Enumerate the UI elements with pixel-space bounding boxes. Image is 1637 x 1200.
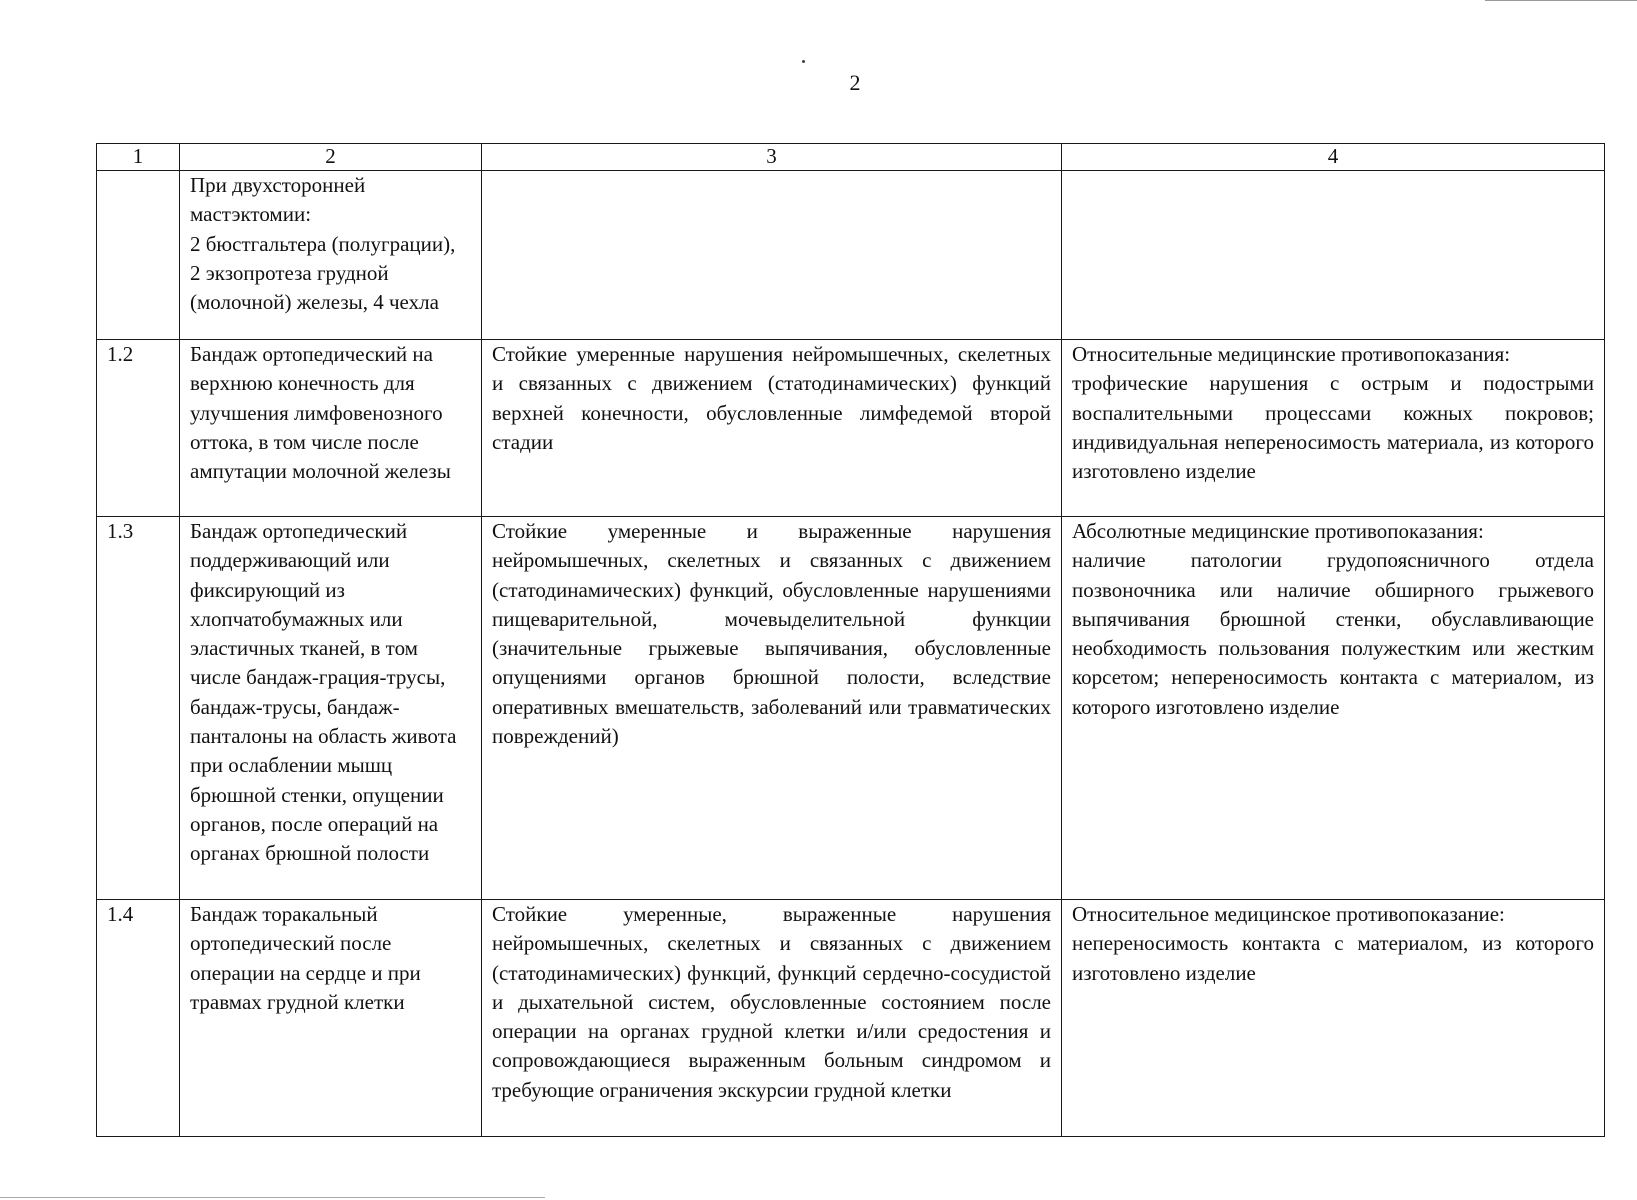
row-number-cell: 1.3: [97, 517, 180, 900]
column-header-1: 1: [97, 144, 180, 171]
contraindications-cell: [1062, 171, 1605, 340]
table-body: [97, 171, 1605, 1137]
contraindications-cell: Абсолютные медицинские противопоказания: наличие патологии грудопоясничного отдела позвоночника или наличие обширного грыжевого выпячивания брюшной стенки, обуславливающие необходимость пользования полужестким или жестким корсетом; непереносимость контакта с материалом, из которого изготовлено изделие: [1062, 517, 1605, 900]
document-table: [96, 143, 1605, 1137]
indications-cell: Стойкие умеренные и выраженные нарушения нейромышечных, скелетных и связанных с движением (статодинамических) функций, обусловленные нарушениями пищеварительной, мочевыделительной функции (значительные грыжевые выпячивания, обусловленные опущениями органов брюшной полости, вследствие оперативных вмешательств, заболеваний или травматических повреждений): [482, 517, 1062, 900]
item-cell: Бандаж торакальный ортопедический после операции на сердце и при травмах грудной клетки: [180, 900, 482, 1137]
row-number-cell: 1.2: [97, 340, 180, 517]
item-cell: При двухсторонней мастэктомии: 2 бюстгальтера (полуграции), 2 экзопротеза грудной (молочной) железы, 4 чехла: [180, 171, 482, 340]
column-header-3: 3: [482, 144, 1062, 171]
table-row: [97, 171, 1605, 340]
top-edge-rule: [1485, 0, 1637, 1]
row-number-cell: 1.4: [97, 900, 180, 1137]
table-row: [97, 900, 1605, 1137]
page-number: 2: [849, 70, 861, 95]
row-number-cell: [97, 171, 180, 340]
item-cell: Бандаж ортопедический на верхнюю конечность для улучшения лимфовенозного оттока, в том числе после ампутации молочной железы: [180, 340, 482, 517]
item-cell: Бандаж ортопедический поддерживающий или фиксирующий из хлопчатобумажных или эластичных тканей, в том числе бандаж-грация-трусы, бандаж-трусы, бандаж-панталоны на область живота при ослаблении мышц брюшной стенки, опущении органов, после операций на органах брюшной полости: [180, 517, 482, 900]
table-row: [97, 340, 1605, 517]
scan-speck: [802, 60, 805, 63]
column-header-4: 4: [1062, 144, 1605, 171]
indications-cell: [482, 171, 1062, 340]
bottom-edge-rule: [0, 1197, 545, 1198]
contraindications-cell: Относительное медицинское противопоказание: непереносимость контакта с материалом, из которого изготовлено изделие: [1062, 900, 1605, 1137]
contraindications-cell: Относительные медицинские противопоказания: трофические нарушения с острым и подострыми воспалительными процессами кожных покровов; индивидуальная непереносимость материала, из которого изготовлено изделие: [1062, 340, 1605, 517]
table-header-row: [97, 144, 1605, 171]
table-row: [97, 517, 1605, 900]
indications-cell: Стойкие умеренные, выраженные нарушения нейромышечных, скелетных и связанных с движением (статодинамических) функций, функций сердечно-сосудистой и дыхательной систем, обусловленные состоянием после операции на органах грудной клетки и/или средостения и сопровождающиеся выраженным больным синдромом и требующие ограничения экскурсии грудной клетки: [482, 900, 1062, 1137]
indications-cell: Стойкие умеренные нарушения нейромышечных, скелетных и связанных с движением (статодинамических) функций верхней конечности, обусловленные лимфедемой второй стадии: [482, 340, 1062, 517]
column-header-2: 2: [180, 144, 482, 171]
